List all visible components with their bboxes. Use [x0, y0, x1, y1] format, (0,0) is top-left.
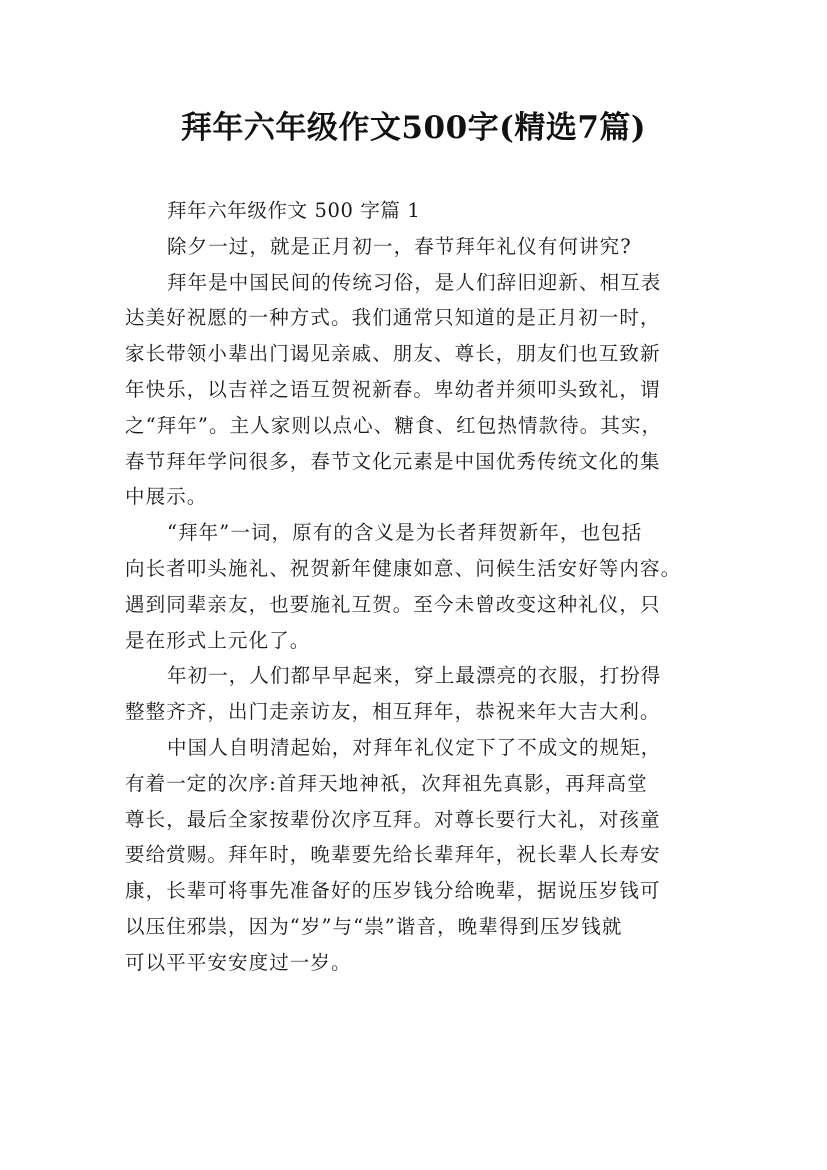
paragraph-line: 春节拜年学问很多，春节文化元素是中国优秀传统文化的集	[125, 449, 661, 473]
paragraph-line: 以压住邪祟，因为“岁”与“祟”谐音，晚辈得到压岁钱就	[125, 914, 623, 938]
paragraph-line: 遇到同辈亲友，也要施礼互贺。至今未曾改变这种礼仪，只	[125, 592, 661, 616]
document-title: 拜年六年级作文500字(精选7篇)	[180, 110, 647, 146]
paragraph-line: 达美好祝愿的一种方式。我们通常只知道的是正月初一时，	[125, 306, 661, 330]
section-heading: 拜年六年级作文 500 字篇 1	[167, 199, 421, 222]
paragraph-line: 之“拜年”。主人家则以点心、糖食、红包热情款待。其实，	[125, 413, 663, 437]
paragraph-line: 向长者叩头施礼、祝贺新年健康如意、问候生活安好等内容。	[125, 556, 682, 580]
paragraph-line: 要给赏赐。拜年时，晚辈要先给长辈拜年，祝长辈人长寿安	[125, 843, 661, 867]
paragraph-line: “拜年”一词，原有的含义是为长者拜贺新年，也包括	[167, 521, 643, 545]
paragraph-line: 年初一，人们都早早起来，穿上最漂亮的衣服，打扮得	[167, 664, 662, 688]
paragraph-line: 中国人自明清起始，对拜年礼仪定下了不成文的规矩，	[167, 735, 662, 759]
paragraph-line: 是在形式上元化了。	[125, 628, 311, 652]
paragraph-line: 中展示。	[125, 485, 208, 509]
paragraph-line: 年快乐，以吉祥之语互贺祝新春。卑幼者并须叩头致礼，谓	[125, 377, 661, 401]
paragraph-line: 尊长，最后全家按辈份次序互拜。对尊长要行大礼，对孩童	[125, 807, 661, 831]
paragraph-line: 除夕一过，就是正月初一，春节拜年礼仪有何讲究?	[167, 234, 632, 258]
paragraph-line: 可以平平安安度过一岁。	[125, 950, 352, 974]
paragraph-line: 有着一定的次序:首拜天地神祇，次拜祖先真影，再拜高堂	[125, 771, 648, 795]
paragraph-line: 整整齐齐，出门走亲访友，相互拜年，恭祝来年大吉大利。	[125, 700, 661, 724]
paragraph-line: 拜年是中国民间的传统习俗，是人们辞旧迎新、相互表	[167, 270, 662, 294]
paragraph-line: 家长带领小辈出门谒见亲戚、朋友、尊长，朋友们也互致新	[125, 342, 661, 366]
document-body	[125, 193, 705, 981]
paragraph-line: 康，长辈可将事先准备好的压岁钱分给晚辈，据说压岁钱可	[125, 879, 661, 903]
